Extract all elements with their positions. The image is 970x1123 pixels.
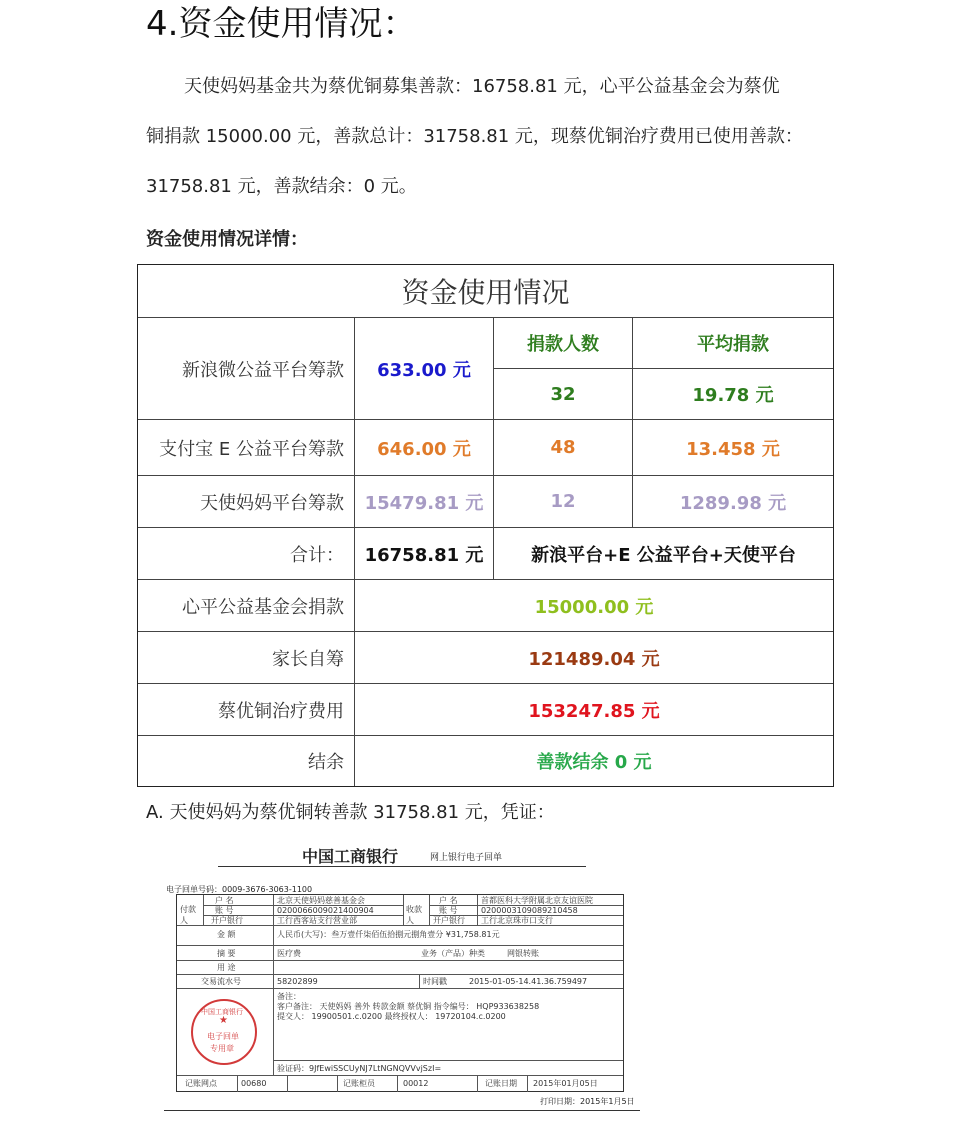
row-label-sina: 新浪微公益平台筹款 xyxy=(138,318,355,420)
business-value: 网银转账 xyxy=(507,949,539,958)
summary-label: 摘 要 xyxy=(217,949,236,958)
verify-code: 验证码：9JfEwiSSCUyNJ7LtNGNQVVvjSzI= xyxy=(277,1064,442,1073)
summary-line-2: 铜捐款 15000.00 元，善款总计：31758.81 元，现蔡优铜治疗费用已使用善款： xyxy=(146,126,803,147)
serial-label: 交易流水号 xyxy=(201,977,241,986)
angel-amount: 15479.81 元 xyxy=(355,476,494,528)
header-donor-count: 捐款人数 xyxy=(494,318,633,369)
section-heading: 4.资金使用情况： xyxy=(146,4,417,44)
balance-value: 善款结余 0 元 xyxy=(536,752,652,773)
remark-line-2: 提交人： 19900501.c.0200 最终授权人： 19720104.c.0200 xyxy=(277,1012,506,1021)
site-value: 00680 xyxy=(241,1079,267,1088)
seal-bank-text: 中国工商银行 xyxy=(201,1008,243,1016)
payer-bank: 工行西客站支行营业部 xyxy=(277,916,357,925)
bank-receipt xyxy=(160,838,640,1118)
payee-name-label: 户 名 xyxy=(439,896,458,905)
use-label: 用 途 xyxy=(217,963,236,972)
teller-label: 记账柜员 xyxy=(343,1079,375,1088)
sina-average: 19.78 元 xyxy=(633,369,833,420)
alipay-donor-count: 48 xyxy=(494,420,633,476)
transfer-note: A. 天使妈妈为蔡优铜转善款 31758.81 元，凭证： xyxy=(146,802,555,823)
payee-name: 首都医科大学附属北京友谊医院 xyxy=(481,896,593,905)
summary-line-1: 天使妈妈基金共为蔡优铜募集善款：16758.81 元，心平公益基金会为蔡优 xyxy=(184,76,780,97)
amount-value: 人民币(大写)：叁万壹仟柒佰伍拾捌元捌角壹分 ¥31,758.81元 xyxy=(277,930,500,939)
payee-label: 收款人 xyxy=(406,905,422,925)
treatment-label: 蔡优铜治疗费用 xyxy=(138,684,355,736)
alipay-amount: 646.00 元 xyxy=(355,420,494,476)
funds-usage-table xyxy=(137,264,834,787)
total-note: 新浪平台+E 公益平台+天使平台 xyxy=(494,528,833,580)
payee-account-label: 账 号 xyxy=(439,906,458,915)
business-label: 业务（产品）种类 xyxy=(421,949,485,958)
details-subheading: 资金使用情况详情： xyxy=(146,229,308,250)
sina-amount: 633.00 元 xyxy=(355,318,494,420)
balance-label: 结余 xyxy=(138,736,355,786)
payer-account-label: 账 号 xyxy=(215,906,234,915)
remark-label: 备注： xyxy=(277,992,301,1001)
date-label: 记账日期 xyxy=(485,1079,517,1088)
header-average-donation: 平均捐款 xyxy=(633,318,833,369)
star-icon: ★ xyxy=(219,1015,228,1026)
payer-name-label: 户 名 xyxy=(215,896,234,905)
angel-average: 1289.98 元 xyxy=(633,476,833,528)
parent-amount: 121489.04 元 xyxy=(355,632,833,684)
seal-line-2: 专用章 xyxy=(210,1044,234,1053)
print-date: 打印日期：2015年1月5日 xyxy=(540,1097,635,1106)
receipt-doc-type: 网上银行电子回单 xyxy=(430,853,503,863)
row-label-alipay: 支付宝 E 公益平台筹款 xyxy=(138,420,355,476)
payee-bank: 工行北京珠市口支行 xyxy=(481,916,553,925)
receipt-bank-name: 中国工商银行 xyxy=(302,847,399,866)
summary-line-3: 31758.81 元，善款结余：0 元。 xyxy=(146,176,417,197)
bank-seal xyxy=(191,999,257,1065)
site-label: 记账网点 xyxy=(185,1079,217,1088)
serial-value: 58202899 xyxy=(277,977,318,986)
remark-line-1: 客户备注： 天使妈妈 善外 转款金额 蔡优铜 指令编号： HQP933638258 xyxy=(277,1002,540,1011)
summary-value: 医疗费 xyxy=(277,949,301,958)
teller-value: 00012 xyxy=(403,1079,429,1088)
table-title: 资金使用情况 xyxy=(138,265,833,318)
angel-donor-count: 12 xyxy=(494,476,633,528)
amount-label: 金 额 xyxy=(217,930,236,939)
receipt-bottom-rule xyxy=(164,1110,640,1111)
payer-bank-label: 开户银行 xyxy=(211,916,243,925)
seal-line-1: 电子回单 xyxy=(207,1032,239,1041)
date-value: 2015年01月05日 xyxy=(533,1079,598,1088)
foundation-amount: 15000.00 元 xyxy=(355,580,833,632)
time-value: 2015-01-05-14.41.36.759497 xyxy=(469,977,588,986)
payer-label: 付款人 xyxy=(180,905,196,925)
sina-donor-count: 32 xyxy=(494,369,633,420)
time-label: 时间戳 xyxy=(423,977,447,986)
receipt-doc-number: 电子回单号码：0009-3676-3063-1100 xyxy=(166,885,313,894)
payee-account: 0200003109089210458 xyxy=(481,906,578,915)
payee-bank-label: 开户银行 xyxy=(433,916,465,925)
payer-account: 0200066009021400904 xyxy=(277,906,374,915)
treatment-amount: 153247.85 元 xyxy=(355,684,833,736)
payer-name: 北京天使妈妈慈善基金会 xyxy=(277,896,365,905)
parent-label: 家长自筹 xyxy=(138,632,355,684)
foundation-label: 心平公益基金会捐款 xyxy=(138,580,355,632)
receipt-title-rule xyxy=(218,866,586,867)
total-label: 合计： xyxy=(138,528,355,580)
receipt-table xyxy=(176,894,624,1092)
alipay-average: 13.458 元 xyxy=(633,420,833,476)
total-amount: 16758.81 元 xyxy=(355,528,494,580)
row-label-angel: 天使妈妈平台筹款 xyxy=(138,476,355,528)
